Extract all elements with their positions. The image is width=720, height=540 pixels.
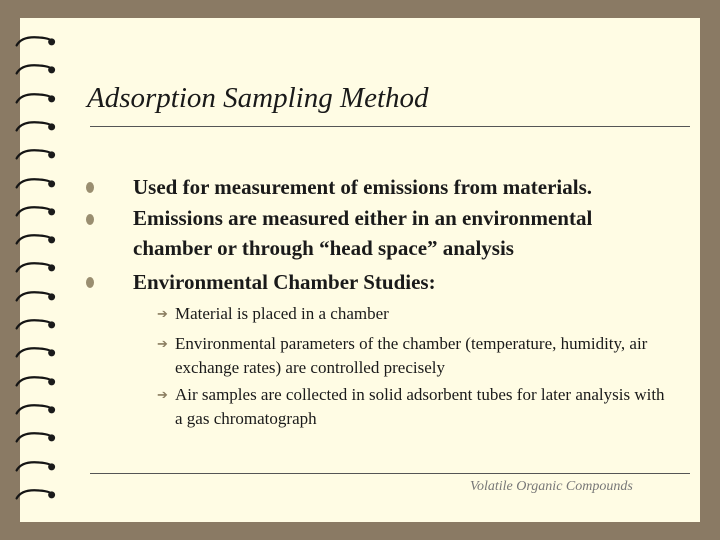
slide-title: Adsorption Sampling Method [87, 82, 429, 114]
bullet-item: Environmental Chamber Studies: [133, 270, 436, 294]
sub-bullet-item: Environmental parameters of the chamber (temperature, humidity, air exchange rates) are controlled precisely [175, 334, 648, 377]
footer-divider [90, 473, 690, 474]
arrow-bullet-icon: ➔ [157, 387, 168, 402]
bullet-item: Emissions are measured either in an environmental chamber or through “head space” analysis [133, 206, 593, 260]
footer-text: Volatile Organic Compounds [470, 479, 633, 494]
arrow-bullet-icon: ➔ [157, 306, 168, 321]
round-bullet-icon [86, 182, 94, 193]
bullet-item: Used for measurement of emissions from materials. [133, 175, 593, 199]
round-bullet-icon [86, 214, 94, 225]
sub-bullet-item: Material is placed in a chamber [175, 304, 389, 323]
arrow-bullet-icon: ➔ [157, 336, 168, 351]
sub-bullet-item: Air samples are collected in solid adsorbent tubes for later analysis with a gas chromatograph [175, 385, 665, 428]
round-bullet-icon [86, 277, 94, 288]
